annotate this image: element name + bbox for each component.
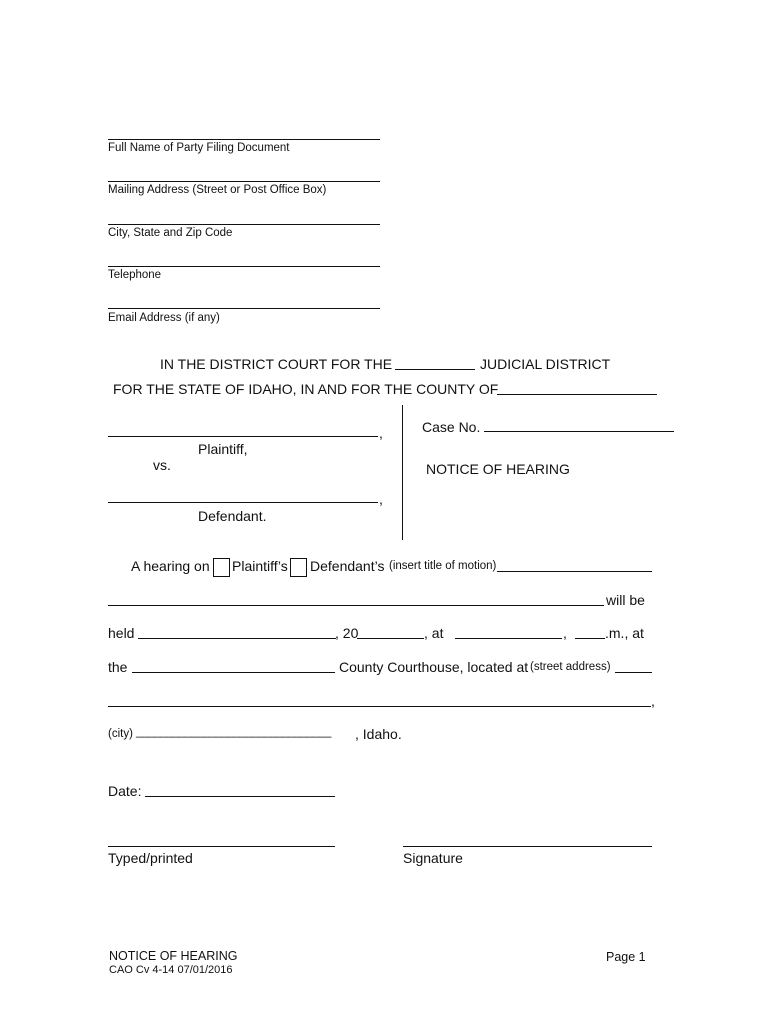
defendant-label: Defendant. — [198, 508, 267, 524]
telephone-line[interactable] — [108, 266, 380, 267]
street-address-field-2[interactable] — [108, 706, 651, 707]
signature-field[interactable] — [403, 846, 652, 847]
at-text: , at — [424, 625, 444, 641]
defendant-comma: , — [379, 491, 383, 507]
hearing-on-text: A hearing on — [131, 558, 210, 574]
date-label: Date: — [108, 783, 142, 799]
footer-title: NOTICE OF HEARING — [109, 949, 238, 963]
email-label: Email Address (if any) — [108, 312, 220, 324]
notice-title: NOTICE OF HEARING — [426, 461, 570, 477]
year-prefix-text: , 20 — [335, 625, 359, 641]
hearing-time-field[interactable] — [455, 638, 562, 639]
city-field[interactable]: ________________________________ — [136, 726, 332, 738]
mailing-address-line[interactable] — [108, 181, 380, 182]
plaintiff-name-field[interactable] — [108, 436, 378, 437]
defendant-name-field[interactable] — [108, 502, 378, 503]
city-state-zip-line[interactable] — [108, 224, 380, 225]
plaintiffs-checkbox[interactable] — [213, 558, 230, 577]
vs-label: vs. — [153, 457, 171, 473]
typed-name-field[interactable] — [108, 846, 335, 847]
city-state-zip-label: City, State and Zip Code — [108, 227, 233, 239]
defendants-label: Defendant’s — [310, 558, 385, 574]
plaintiff-comma: , — [379, 425, 383, 441]
footer-form-code: CAO Cv 4-14 07/01/2016 — [109, 964, 233, 976]
address-comma: , — [651, 693, 655, 709]
signature-label: Signature — [403, 850, 463, 866]
full-name-label: Full Name of Party Filing Document — [108, 142, 290, 154]
court-line-1b: JUDICIAL DISTRICT — [480, 356, 611, 372]
motion-title-field-1[interactable] — [497, 571, 652, 572]
insert-title-hint: (insert title of motion) — [389, 560, 497, 572]
city-hint: (city) — [108, 728, 133, 740]
street-address-field-1[interactable] — [615, 672, 652, 673]
hearing-date-field[interactable] — [138, 638, 336, 639]
m-at-text: .m., at — [605, 625, 644, 641]
motion-title-field-2[interactable] — [108, 605, 604, 606]
telephone-label: Telephone — [108, 269, 162, 281]
full-name-line[interactable] — [108, 139, 380, 140]
defendants-checkbox[interactable] — [290, 558, 307, 577]
the-text: the — [108, 659, 128, 675]
court-line-2: FOR THE STATE OF IDAHO, IN AND FOR THE COUNTY OF — [113, 381, 499, 397]
time-comma: , — [563, 625, 567, 641]
courthouse-county-field[interactable] — [132, 672, 335, 673]
idaho-text: , Idaho. — [355, 726, 402, 742]
plaintiff-label: Plaintiff, — [198, 441, 248, 457]
street-address-hint: (street address) — [530, 661, 611, 673]
hearing-year-field[interactable] — [357, 638, 424, 639]
plaintiffs-label: Plaintiff’s — [232, 558, 288, 574]
mailing-address-label: Mailing Address (Street or Post Office Box) — [108, 184, 327, 196]
county-name-field[interactable] — [497, 394, 657, 395]
caption-divider — [402, 405, 403, 540]
case-no-label: Case No. — [422, 419, 481, 435]
case-no-field[interactable] — [484, 431, 674, 432]
held-text: held — [108, 625, 135, 641]
court-line-1a: IN THE DISTRICT COURT FOR THE — [160, 356, 393, 372]
will-be-text: will be — [606, 592, 645, 608]
am-pm-field[interactable] — [575, 638, 605, 639]
county-courthouse-text: County Courthouse, located at — [339, 659, 529, 675]
email-line[interactable] — [108, 308, 380, 309]
date-field[interactable] — [145, 796, 335, 797]
footer-page-number: Page 1 — [606, 950, 646, 964]
district-number-field[interactable] — [395, 369, 475, 370]
typed-printed-label: Typed/printed — [108, 850, 193, 866]
